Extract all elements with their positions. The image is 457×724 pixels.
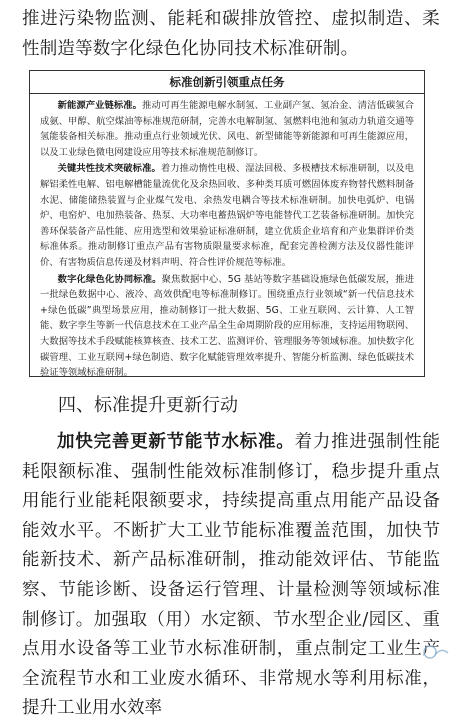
box-item [40,272,414,381]
box-item-text: 着力推动惰性电极、湿法回极、多极槽技术标准研制，以及电解铝柔性电解、铝电解槽能量流优化及余热回收、多种类耳质可燃固体废弃物替代燃料制备水泥、储能储热装置与企业煤气发电、余热发电耦合等技术标准研制。加快电弧炉、电锅炉、电窑炉、电加热装备、热泵、大功率电蓄热锅炉等电能替代工艺装备标准研制。加快完善环保装备产品性能、应用选型和效果验证标准研制，建立优质企业培育和产业集群评价类标准体系。推动制修订重点产品有害物质限量要求标准，配套完善检测方法及仪器性能评价、有害物质信息传递及材料声明、符合性评价规范等标准。 [40,163,414,268]
box-item-lead: 数字化绿色化协同标准。 [57,273,162,285]
box-item-lead: 关键共性技术突破标准。 [57,163,161,175]
box-item-lead: 新能源产业链标准。 [57,100,143,111]
top-paragraph: 推进污染物监测、能耗和碳排放管控、虚拟制造、柔性制造等数字化绿色化协同技术标准研制。 [22,9,440,59]
main-paragraph-lead: 加快完善更新节能节水标准。 [57,432,295,452]
box-item-text: 聚焦数据中心、5G 基站等数字基础设施绿色低碳发展，推进一批绿色数据中心、液冷、高效供配电等标准制修订。围绕重点行业领域“新一代信息技术+绿色低碳”典型场景应用，推动制修订一批大数据、5G、工业互联网、云计算、人工智能、数字孪生等新一代信息技术在工业产品全生命周期阶段的应用标准，支持运用物联网、大数据等技术手段赋能核算核查、技术工艺、监测评价、管理服务等领域标准。加快数字化碳管理、工业互联网+绿色制造、数字化赋能管理效率提升、智能分析监测、绿色低碳技术验证等领域标准研制。 [40,273,414,379]
box-item [40,98,414,160]
box-body [30,94,424,381]
key-tasks-box [29,70,425,377]
section-heading: 四、标准提升更新行动 [58,395,238,416]
main-paragraph-text: 着力推进强制性能耗限额标准、强制性能效标准制修订，稳步提升重点用能行业能耗限额要求，持续提高重点用能产品设备能效水平。不断扩大工业节能标准覆盖范围，加快节能新技术、新产品标准研制，推动能效评估、节能监察、节能诊断、设备运行管理、计量检测等领域标准制修订。加强取（用）水定额、节水型企业/园区、重点用水设备等工业节水标准研制，重点制定工业生产全流程节水和工业废水循环、非常规水等利用标准，提升工业用水效率 [22,432,441,719]
watermark-logo-icon [421,643,451,661]
main-paragraph [22,428,440,724]
box-title: 标准创新引领重点任务 [30,71,424,94]
box-item [40,161,414,270]
box-item-text: 推动可再生能源电解水制氢、工业副产氢、氢冶金、清洁低碳氢合成氨、甲醇、航空煤油等标准规范研制，完善水电解制氢、氢燃料电池和氢动力轨道交通等氢能装备相关标准。推动重点行业领域光伏、风电、新型储能等新能源和可再生能源应用，以及工业绿色微电网建设应用等技术标准规范制修订。 [40,100,414,158]
